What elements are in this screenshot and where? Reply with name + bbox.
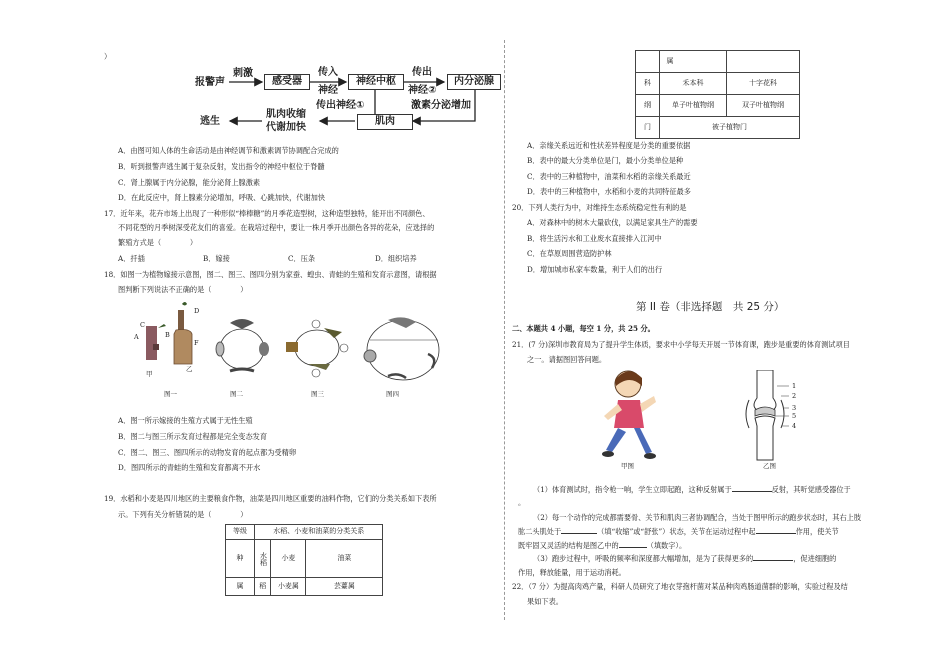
classification-table-left: [225, 524, 383, 596]
tibia: [755, 416, 775, 460]
table-row: [226, 540, 383, 578]
scion-branch: [146, 326, 157, 360]
efferent-top-label-2: 神经②: [408, 85, 437, 96]
q18-stem-line-2: 图判断下列说法不正确的是（ ）: [118, 285, 248, 294]
table-cell: 芸薹属: [306, 578, 383, 596]
joint-capsule-left: [746, 400, 749, 428]
q17-stem-line-2: 不同花型的月季树深受花友们的喜爱。在栽培过程中，要让一株月季开出颜色各异的花朵，应选择的: [118, 223, 435, 232]
table-cell: [727, 51, 800, 73]
q20-option-a: A．对森林中的树木大量砍伐，以满足家具生产的需要: [527, 218, 698, 227]
q21-stem-line-2: 之一。请据图回答问题。: [527, 355, 607, 364]
q21-sub3-line-2: 作用，释放能量，用于运动消耗。: [518, 568, 626, 577]
q21-sub2-line-3: [518, 541, 686, 551]
q20-option-b: B．将生活污水和工业废水直接排入江河中: [527, 234, 662, 243]
table-cell: 水稻: [255, 540, 271, 578]
q17-stem-line-1: 17．近年来，花卉市场上出现了一种形似“棒棒糖”的月季花造型树，这种造型独特，能开出不同颜色、: [104, 209, 430, 218]
q21-sub1-text-b: 反射，其听觉感受器位于: [771, 485, 851, 494]
answer-blank-structure-number[interactable]: [619, 547, 647, 548]
table-header-level: 等级: [226, 525, 255, 540]
q16-option-c: C．肾上腺属于内分泌腺，能分泌肾上腺激素: [118, 178, 261, 187]
efferent-bottom-label: 传出神经①: [316, 100, 365, 111]
table-cell: 属: [660, 51, 681, 73]
adult-locust: [324, 328, 342, 338]
q21-sub2-text-b: 肱二头肌处于: [518, 527, 562, 536]
graft-letter-c: C: [140, 321, 145, 329]
escape-label: 逃生: [200, 116, 220, 127]
q17-option-b: B．嫁接: [203, 254, 230, 263]
column-divider: [504, 40, 505, 620]
q16-option-a: A．由图可知人体的生命活动是由神经调节和激素调节协调配合完成的: [118, 146, 339, 155]
q21-sub2-text-e: 既牢固又灵活的结构是图乙中的: [518, 541, 619, 550]
girl-left-leg: [606, 428, 626, 452]
cocoon: [216, 342, 224, 356]
q21-sub2-line-2: [518, 527, 839, 537]
nerve-center-box: 神经中枢: [348, 74, 404, 90]
figure-3-label: 图三: [311, 390, 324, 398]
girl-right-arm: [640, 396, 656, 412]
q21-sub2-text-f: （填数字）。: [646, 541, 687, 550]
part-2-title: 第 II 卷（非选择题 共 25 分）: [636, 301, 785, 313]
q19-option-c: C．表中的三种植物中，油菜和水稻的亲缘关系最近: [527, 172, 691, 181]
q19-option-b: B．表中的最大分类单位是门，最小分类单位是种: [527, 156, 684, 165]
larva: [230, 369, 254, 371]
table-row: [226, 578, 383, 596]
pupa: [259, 342, 269, 356]
table-cell: 门: [636, 117, 660, 139]
answer-blank-reflex-type[interactable]: [732, 491, 772, 492]
q17-stem-line-3: 繁殖方式是（ ）: [118, 238, 198, 247]
figure-yi-label: 乙图: [763, 462, 776, 470]
efferent-top-label-1: 传出: [412, 67, 432, 78]
graft-letter-d: D: [194, 307, 200, 315]
bone-label-2: 2: [792, 392, 797, 400]
table-cell: 种: [226, 540, 255, 578]
silkworm-lifecycle-figure: [210, 315, 275, 383]
tadpole: [388, 374, 406, 378]
table-cell: 纲: [636, 95, 660, 117]
running-girl-figure: [600, 366, 664, 462]
graft-letter-f: F: [194, 339, 199, 347]
endocrine-gland-box: 内分泌腺: [447, 74, 501, 90]
frog-adult: [388, 317, 416, 328]
effect-label-2: 代谢加快: [266, 122, 306, 133]
table-row: [636, 117, 800, 139]
hormone-label: 激素分泌增加: [411, 100, 471, 111]
q21-sub2-line-1: （2）每一个动作的完成都需要骨、关节和肌肉三者协调配合，当处于图甲所示的跑步状态时，其右上肢: [533, 513, 862, 522]
bone-label-1: 1: [792, 382, 797, 390]
figure-1-label: 图一: [164, 390, 177, 398]
q20-option-c: C．在草原周围营造防护林: [527, 249, 612, 258]
q18-stem-line-1: 18．如图一为植物嫁接示意图，图二、图三、图四分别为家蚕、蝗虫、青蛙的生殖和发育示意图，请根据: [104, 270, 437, 279]
afferent-label-1: 传入: [318, 67, 338, 78]
answer-blank-joint-role[interactable]: [756, 533, 796, 534]
table-cell: 小麦: [271, 540, 306, 578]
table-cell: 属: [226, 578, 255, 596]
cartilage: [755, 407, 775, 416]
q19-stem-line-1: 19．水稻和小麦是四川地区的主要粮食作物，油菜是四川地区重要的油料作物，它们的分类关系如下表所: [104, 494, 437, 503]
bone-label-4: 4: [792, 422, 797, 430]
table-cell: 油菜: [306, 540, 383, 578]
q17-option-a: A．扦插: [118, 254, 145, 263]
table-cell: [680, 51, 727, 73]
q20-option-d: D．增加城市私家车数量，利于人们的出行: [527, 265, 663, 274]
girl-right-leg: [634, 428, 652, 454]
table-cell: 双子叶植物纲: [727, 95, 800, 117]
stock: [174, 330, 192, 365]
q21-sub1-text-a: （1）体育测试时，指令枪一响，学生立即起跑，这种反射属于: [533, 485, 732, 494]
q22-stem-line-2: 果如下表。: [527, 597, 563, 606]
bone-label-5: 5: [792, 412, 797, 420]
locust-lifecycle-figure: [280, 318, 355, 378]
q21-sub1-end: [518, 498, 525, 508]
girl-shirt: [614, 400, 644, 428]
scion: [178, 310, 184, 330]
afferent-label-2: 神经: [318, 85, 338, 96]
q20-stem: 20．下列人类行为中，对维持生态系统稳定性有利的是: [512, 203, 687, 212]
figure-2-label: 图二: [230, 390, 243, 398]
figure-4-label: 图四: [386, 390, 399, 398]
section-2-heading: 二、本题共 4 小题，每空 1 分，共 25 分。: [512, 324, 655, 333]
q16-option-b: B．听到报警声逃生属于复杂反射，发出指令的神经中枢位于脊髓: [118, 162, 325, 171]
figure-jia-label: 甲图: [621, 462, 634, 470]
eggs: [286, 342, 298, 352]
graft-letter-b: B: [165, 331, 170, 339]
froglet: [428, 354, 434, 368]
table-cell: 禾本科: [660, 73, 727, 95]
q19-option-d: D．表中的三种植物中，水稻和小麦的共同特征最多: [527, 187, 691, 196]
graft-label-jia: 甲: [146, 370, 153, 378]
table-row: [636, 51, 800, 73]
table-cell: 被子植物门: [660, 117, 800, 139]
q21-stem-line-1: 21．(7 分)深圳市教育局为了提升学生体质，要求中小学每天开展一节体育课，跑步是重要的体育测试项目: [512, 340, 850, 349]
q21-sub2-text-d: 作用，使关节: [795, 527, 839, 536]
muscle-box: 肌肉: [357, 114, 413, 130]
q18-option-a: A．图一所示嫁接的生殖方式属于无性生殖: [118, 416, 253, 425]
alarm-label: 报警声: [195, 77, 225, 88]
q18-option-d: D．图四所示的青蛙的生殖和发育都离不开水: [118, 463, 261, 472]
frog-eggs: [364, 350, 376, 362]
table-row: [636, 95, 800, 117]
answer-blank-muscle-state[interactable]: [561, 533, 597, 534]
table-cell: 小麦属: [271, 578, 306, 596]
q18-option-c: C．图二、图三、图四所示的动物发育的起点都为受精卵: [118, 448, 297, 457]
moth: [230, 319, 254, 329]
joint-capsule-right: [781, 400, 784, 428]
q17-option-d: D．组织培养: [375, 254, 417, 263]
q16-option-d: D．在此反应中，肾上腺素分泌增加，呼吸、心跳加快，代谢加快: [118, 193, 326, 202]
effect-label-1: 肌肉收缩: [266, 109, 306, 120]
table-cell: 科: [636, 73, 660, 95]
q21-sub3-text-a: （3）跑步过程中，呼吸的频率和深度都大幅增加，是为了获得更多的: [533, 554, 754, 563]
q21-sub2-text-c: （填“收缩”或“舒张”）状态，关节在运动过程中起: [597, 527, 756, 536]
nymph: [308, 364, 330, 370]
q19-stem-line-2: 示。下列有关分析错误的是（ ）: [118, 510, 248, 519]
table-header-relation: 水稻、小麦和油菜的分类关系: [255, 525, 383, 540]
stimulus-label: 刺激: [233, 68, 253, 79]
q22-stem-line-1: 22．（7 分）为提高肉鸡产量，科研人员研究了地衣芽孢杆菌对某品种肉鸡肠道菌群的影响，实验过程及结: [512, 582, 848, 591]
q18-option-b: B．图二与图三所示发育过程都是完全变态发育: [118, 432, 268, 441]
q21-sub1: [533, 485, 851, 495]
q21-sub3-text-b: ，促进细胞的: [793, 554, 837, 563]
table-cell: 十字花科: [727, 73, 800, 95]
q19-option-a: A．亲缘关系远近和性状差异程度是分类的重要依据: [527, 141, 691, 150]
table-cell: 稻: [255, 578, 271, 596]
classification-table-right: [635, 50, 800, 139]
graft-label-yi: 乙: [186, 365, 193, 373]
q17-option-c: C．压条: [288, 254, 316, 263]
receptor-box: 感受器: [264, 74, 310, 90]
frog-lifecycle-figure: [358, 314, 448, 386]
answer-blank-gas[interactable]: [753, 560, 793, 561]
table-cell: [636, 51, 660, 73]
graft-letter-a: A: [134, 333, 139, 341]
femur: [754, 370, 776, 410]
table-row: [636, 73, 800, 95]
q21-sub3-line-1: [533, 554, 836, 564]
top-mark: ）: [104, 52, 112, 61]
table-cell: 单子叶植物纲: [660, 95, 727, 117]
q21-sub1-end-text: 。: [518, 498, 526, 507]
bone-label-3: 3: [792, 404, 797, 412]
